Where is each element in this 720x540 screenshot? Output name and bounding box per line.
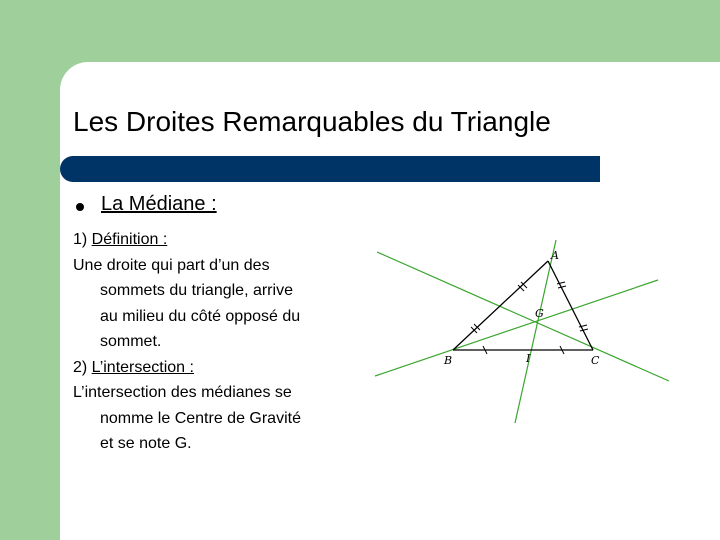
definition-heading: 1) Définition : [73,231,168,248]
triangle-diagram [372,238,672,428]
side-ac [548,261,593,350]
definition-line: sommet. [100,333,162,350]
definition-label: Définition : [91,231,168,248]
median-from-c [375,280,658,376]
definition-line: Une droite qui part d’un des [73,256,270,274]
intersection-line: et se note G. [100,435,192,452]
median-from-b [377,252,669,381]
midpoint-label-i: I [526,352,531,365]
title-bar [60,156,600,182]
intersection-label: L’intersection : [91,358,194,376]
bullet-heading: La Médiane : [101,193,217,215]
accent-sidebar [0,0,62,540]
definition-line: sommets du triangle, arrive [100,282,293,299]
triangle-figure [372,238,672,428]
vertex-label-b: B [444,354,453,367]
vertex-label-c: C [591,354,600,367]
intersection-line: L’intersection des médianes se [73,384,292,401]
tick-mark [580,329,588,331]
vertex-label-a: A [551,249,559,262]
intersection-heading: 2) L’intersection : [73,358,194,376]
bullet-icon [76,203,84,211]
definition-line: au milieu du côté opposé du [100,307,301,325]
median-from-a [515,240,556,423]
intersection-line: nomme le Centre de Gravité [100,409,301,427]
body-text [73,227,363,457]
slide-title: Les Droites Remarquables du Triangle [73,106,551,137]
centroid-label-g: G [535,307,544,320]
